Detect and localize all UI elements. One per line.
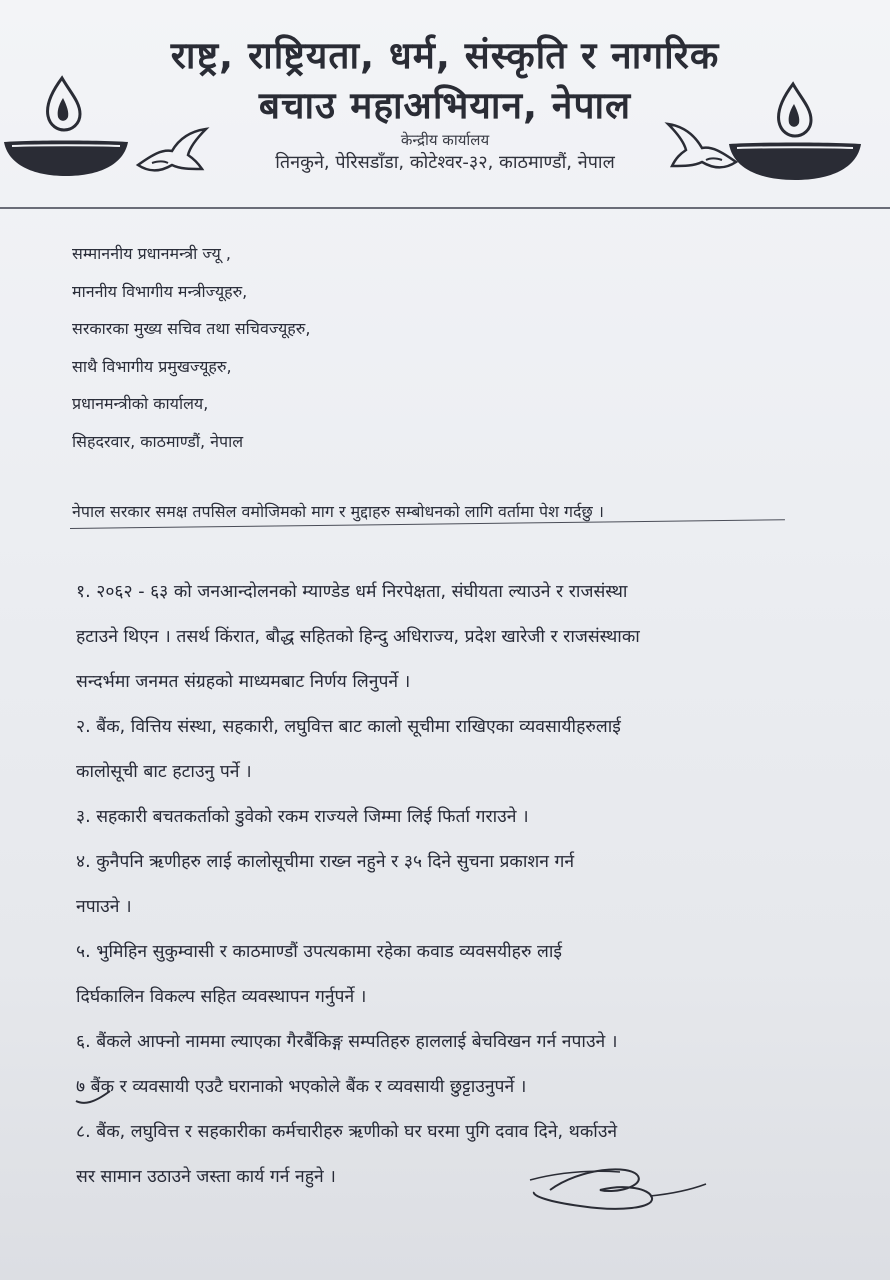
office-label: केन्द्रीय कार्यालय xyxy=(400,131,490,149)
oil-lamp-icon xyxy=(725,80,865,190)
demand-line: २. बैंक, वित्तिय संस्था, सहकारी, लघुवित्त बाट कालो सूचीमा राखिएका व्यवसायीहरुलाई xyxy=(76,717,621,737)
organization-name-line1: राष्ट्र, राष्ट्रियता, धर्म, संस्कृति र नागरिक xyxy=(170,34,720,77)
subject-line: नेपाल सरकार समक्ष तपसिल वमोजिमको माग र मुद्दाहरु सम्बोधनको लागि वर्तामा पेश गर्दछु । xyxy=(72,502,604,521)
signature xyxy=(520,1150,710,1220)
addressee-line: साथै विभागीय प्रमुखज्यूहरु, xyxy=(72,356,232,376)
demand-line: नपाउने । xyxy=(76,897,132,917)
demand-line: ७ बैंक र व्यवसायी एउटै घरानाको भएकोले बैंक र व्यवसायी छुट्टाउनुपर्ने । xyxy=(76,1077,527,1097)
demand-line: ८. बैंक, लघुवित्त र सहकारीका कर्मचारीहरु ऋणीको घर घरमा पुगि दवाव दिने, थर्काउने xyxy=(76,1122,618,1142)
letterhead xyxy=(0,0,890,215)
letterhead-divider xyxy=(0,207,890,209)
addressee-block xyxy=(72,242,772,467)
addressee-line: सम्माननीय प्रधानमन्त्री ज्यू , xyxy=(72,244,231,263)
demand-line: सर सामान उठाउने जस्ता कार्य गर्न नहुने । xyxy=(76,1167,336,1187)
demand-line: ६. बैंकले आफ्नो नाममा ल्याएका गैरबैंकिङ्ग सम्पतिहरु हाललाई बेचविखन गर्न नपाउने । xyxy=(76,1032,618,1052)
demand-line: ५. भुमिहिन सुकुम्वासी र काठमाण्डौं उपत्यकामा रहेका कवाड व्यवसयीहरु लाई xyxy=(76,942,562,962)
demand-item-1 xyxy=(76,575,816,710)
demand-item-5 xyxy=(76,935,816,1025)
demand-item-6 xyxy=(76,1025,816,1070)
demands-list xyxy=(76,575,816,1205)
demand-item-2 xyxy=(76,710,816,800)
addressee-line: प्रधानमन्त्रीको कार्यालय, xyxy=(72,394,209,413)
demand-line: दिर्घकालिन विकल्प सहित व्यवस्थापन गर्नुपर्ने । xyxy=(76,987,367,1007)
addressee-line: सिहदरवार, काठमाण्डौं, नेपाल xyxy=(72,431,244,451)
demand-line: ३. सहकारी बचतकर्ताको डुवेको रकम राज्यले जिम्मा लिई फिर्ता गराउने । xyxy=(76,807,529,827)
demand-item-3 xyxy=(76,800,816,845)
handwritten-mark xyxy=(74,1085,112,1107)
addressee-line: माननीय विभागीय मन्त्रीज्यूहरु, xyxy=(72,281,248,301)
demand-line: हटाउने थिएन । तसर्थ किंरात, बौद्ध सहितको हिन्दु अधिराज्य, प्रदेश खारेजी र राजसंस्थाका xyxy=(76,627,640,647)
organization-name-line2: बचाउ महाअभियान, नेपाल xyxy=(258,84,632,127)
demand-line: सन्दर्भमा जनमत संग्रहको माध्यमबाट निर्णय लिनुपर्ने । xyxy=(76,672,411,692)
demand-item-7 xyxy=(76,1070,816,1115)
office-address: तिनकुने, पेरिसडाँडा, कोटेश्वर-३२, काठमाण्डौं, नेपाल xyxy=(275,152,615,173)
addressee-line: सरकारका मुख्य सचिव तथा सचिवज्यूहरु, xyxy=(72,319,311,338)
demand-line: ४. कुनैपनि ऋणीहरु लाई कालोसूचीमा राख्न नहुने र ३५ दिने सुचना प्रकाशन गर्न xyxy=(76,852,575,872)
demand-line: कालोसूची बाट हटाउनु पर्ने । xyxy=(76,762,252,782)
demand-line: १. २०६२ - ६३ को जनआन्दोलनको म्याण्डेड धर्म निरपेक्षता, संघीयता ल्याउने र राजसंस्था xyxy=(76,582,628,602)
demand-item-4 xyxy=(76,845,816,935)
